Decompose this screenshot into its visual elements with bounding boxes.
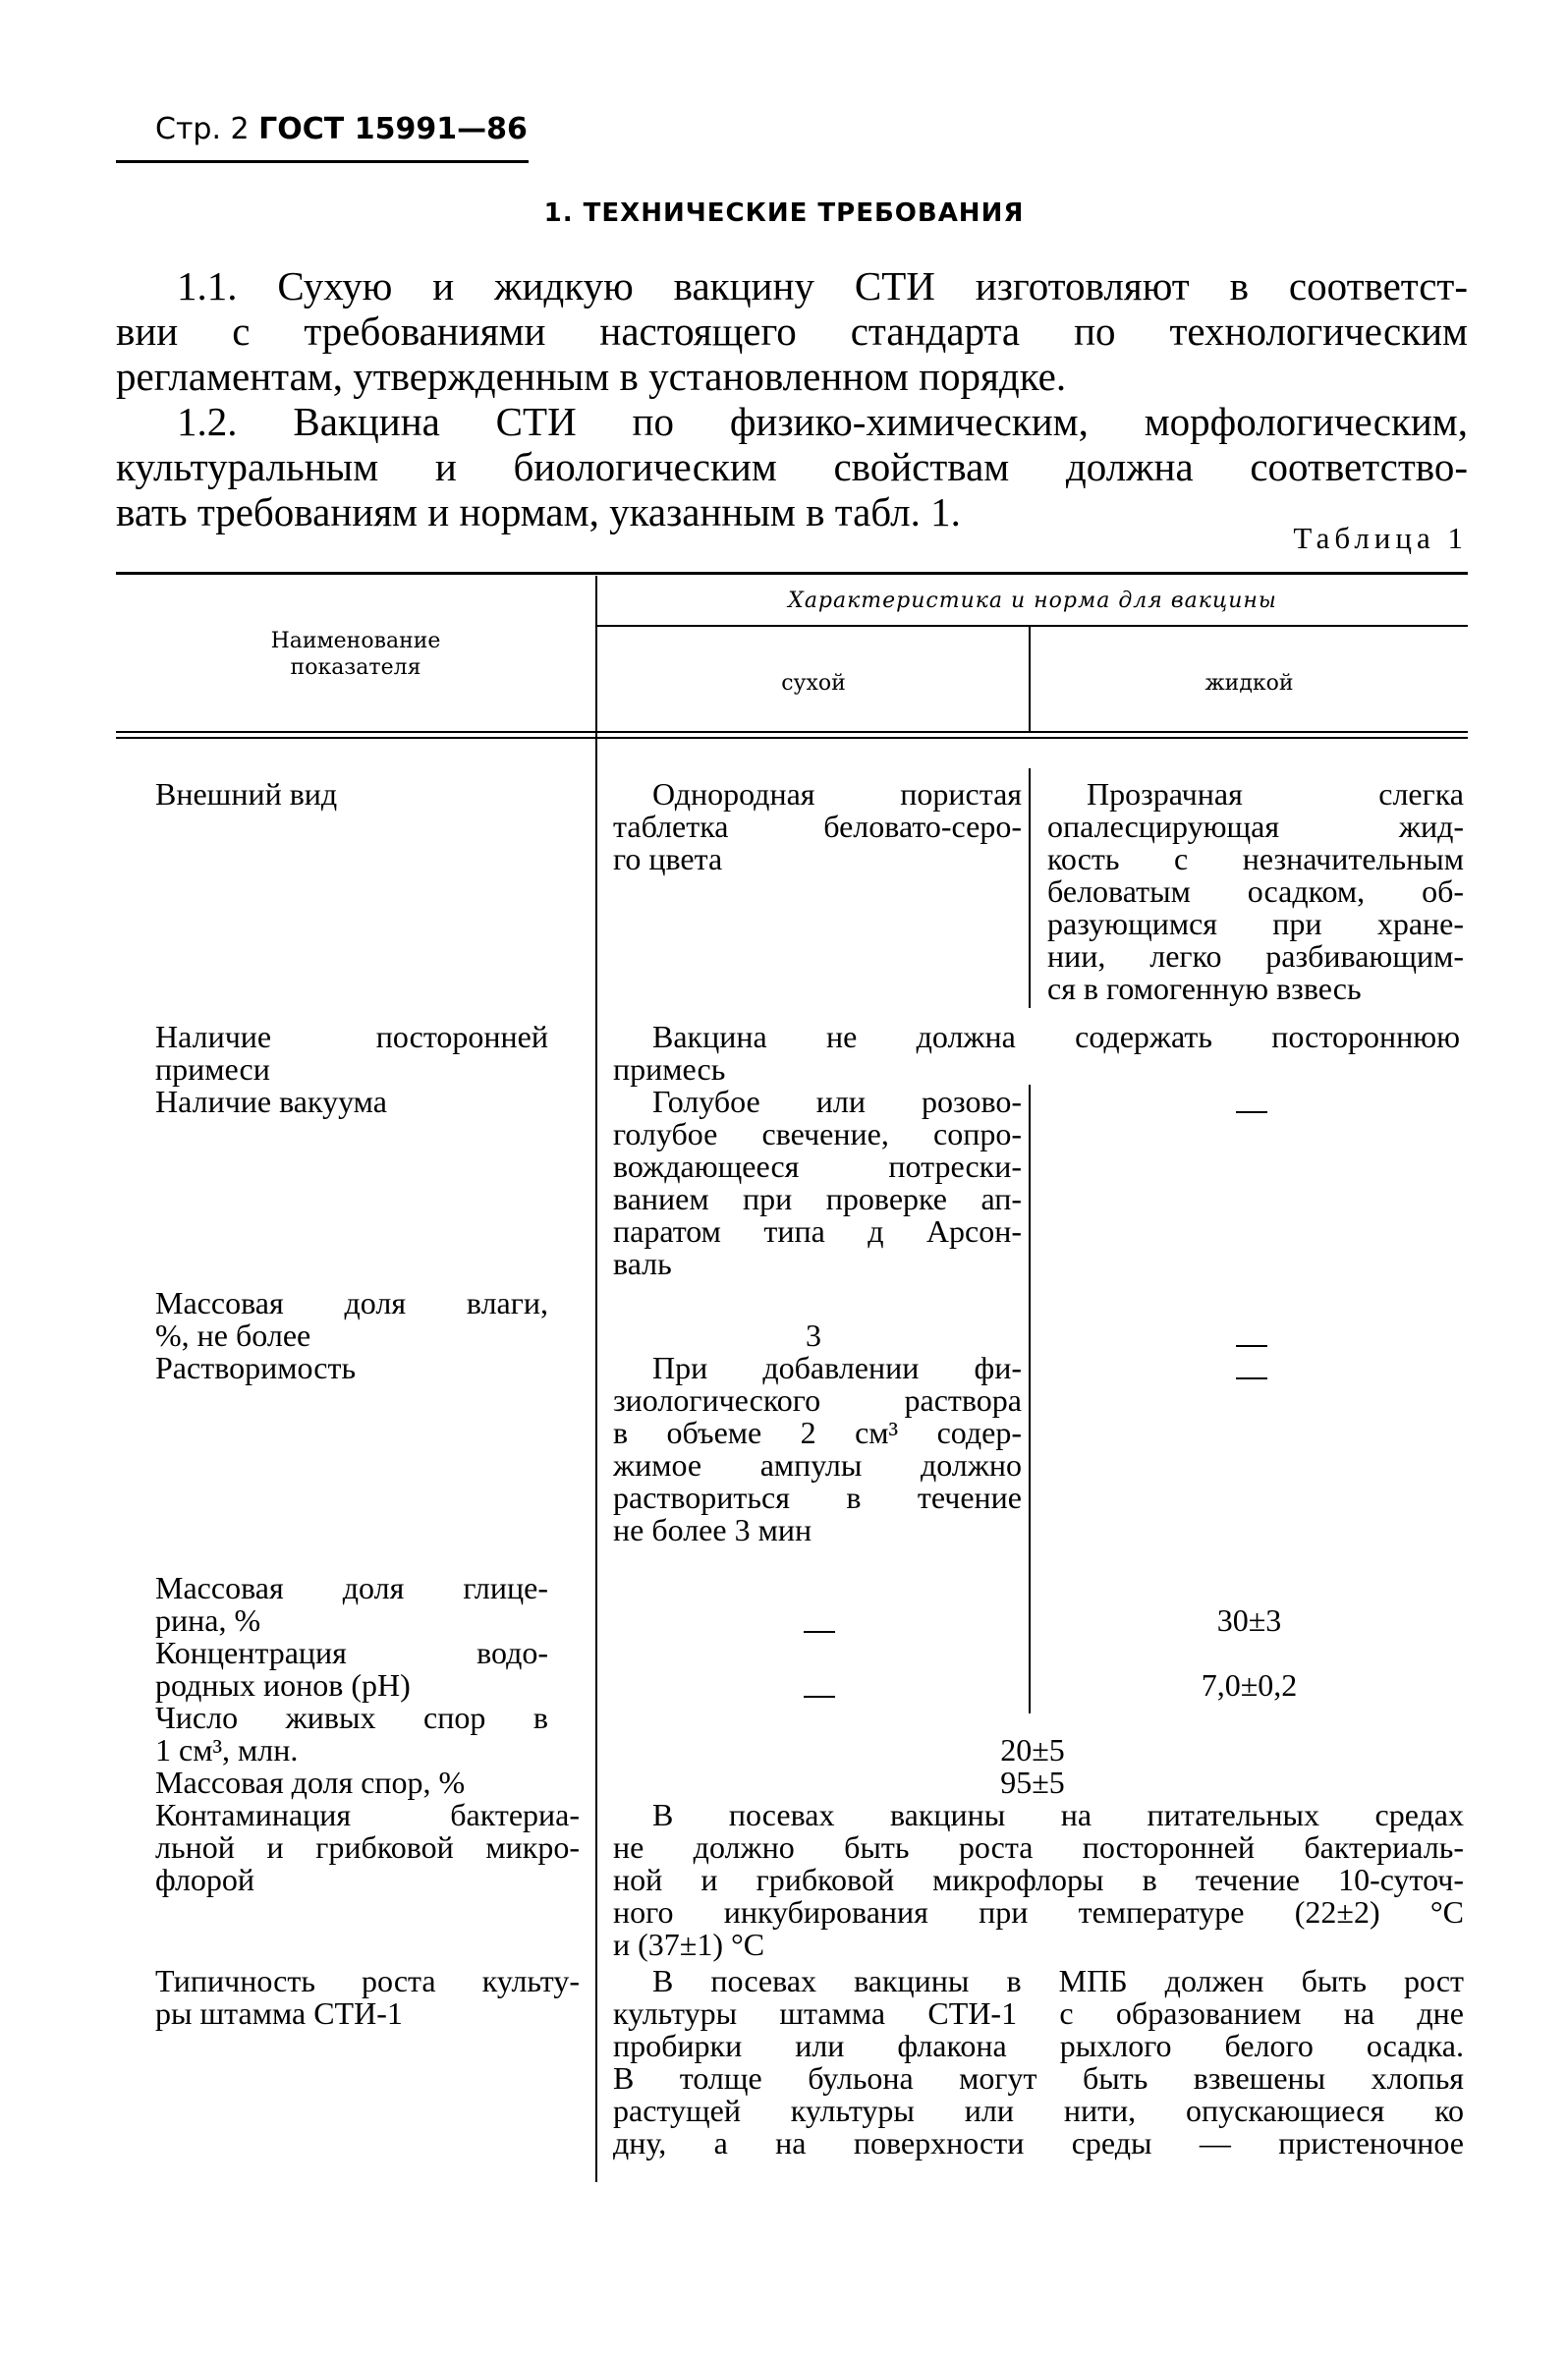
header-liquid: жидкой [1204,671,1294,696]
text-line: 1.2. Вакцина СТИ по физико-химическим, морфологическим, [177,399,1468,444]
cell-growth-both [613,1965,1464,2160]
cell-line: зиологического раствора [613,1382,1022,1418]
header-text: показателя [290,655,421,680]
cell-spores-count-both [597,1734,1468,1767]
section-title: 1. ТЕХНИЧЕСКИЕ ТРЕБОВАНИЯ [543,198,1025,228]
text-line: культуральным и биологическим свойствам должна соответство- [116,444,1468,489]
cell-appearance-dry [613,778,1022,875]
header-bottom-rule [116,737,1468,739]
cell-line: Массовая доля глице- [155,1570,548,1605]
cell-line: таблетка беловато-серо- [613,809,1022,844]
paragraph-1-2 [116,399,1468,534]
cell-vacuum-dry [613,1086,1022,1280]
header-rule [116,160,529,163]
cell-glycerin-liquid [1031,1604,1468,1637]
cell-ph-liquid [1031,1669,1468,1702]
cell-line: беловатым осадком, об- [1047,873,1464,909]
cell-solubility-dry [613,1352,1022,1546]
cell-line: в объеме 2 см³ содер- [613,1415,1022,1450]
cell-line: В посевах вакцины на питательных средах [652,1797,1464,1832]
cell-line: При добавлении фи- [652,1350,1022,1385]
cell-line: ной и грибковой микрофлоры в течение 10-суточ- [613,1862,1464,1897]
cell-line: Наличие посторонней [155,1019,548,1054]
header-dry: сухой [781,671,846,696]
row-name-glycerin [155,1572,548,1637]
cell-line: дну, а на поверхности среды — пристеночное [613,2125,1464,2161]
cell-line: ся в гомогенную взвесь [1047,971,1362,1006]
cell-line: и (37±1) °С [613,1927,765,1962]
cell-line: растущей культуры или нити, опускающиеся ко [613,2093,1464,2128]
cell-line: опалесцирующая жид- [1047,809,1464,844]
cell-line: Массовая доля влаги, [155,1285,548,1320]
cell-line: Растворимость [155,1350,357,1385]
dash-ph-dry [804,1696,835,1698]
cell-appearance-liquid [1047,778,1464,1005]
header-bottom-rule [116,731,1468,733]
cell-line: Концентрация водо- [155,1635,548,1670]
cell-line: родных ионов (pH) [155,1667,411,1703]
cell-line: ного инкубирования при температуре (22±2) °С [613,1894,1464,1930]
cell-line: Однородная пористая [652,776,1022,812]
cell-line: 7,0±0,2 [1201,1667,1298,1703]
cell-line: пробирки или флакона рыхлого белого осадка. [613,2028,1464,2063]
cell-line: 30±3 [1216,1602,1282,1638]
cell-contamination-both [613,1799,1464,1961]
cell-line: не должно быть роста посторонней бактериаль- [613,1829,1464,1865]
header-group: Характеристика и норма для вакцины [788,589,1277,613]
cell-line: 20±5 [1000,1732,1065,1768]
cell-line: го цвета [613,841,723,876]
cell-line: валь [613,1246,672,1281]
row-name-moisture [155,1287,548,1352]
dash-moisture-liquid [1236,1345,1267,1347]
cell-line: Массовая доля спор, % [155,1765,466,1800]
cell-line: Внешний вид [155,776,338,812]
cell-line: Прозрачная слегка [1087,776,1464,812]
row-name-spores-count [155,1702,548,1767]
cell-line: 95±5 [1000,1765,1065,1800]
text-line: вать требованиям и нормам, указанным в табл. 1. [116,489,961,534]
cell-line: примесь [613,1051,726,1087]
cell-line: культуры штамма СТИ-1 с образованием на дне [613,1995,1464,2031]
header-text: Наименование [270,629,441,653]
cell-line: Вакцина не должна содержать постороннюю [652,1019,1460,1054]
row-name-solubility [155,1352,548,1384]
page-header [155,112,528,146]
cell-line: 1 см³, млн. [155,1732,299,1768]
cell-line: раствориться в течение [613,1480,1022,1515]
cell-line: Контаминация бактериа- [155,1797,580,1832]
cell-line: разующимся при хране- [1047,906,1464,941]
cell-line: рина, % [155,1602,261,1638]
row-name-contamination [155,1799,580,1896]
cell-line: кость с незначительным [1047,841,1464,876]
cell-line: Типичность роста культу- [155,1963,580,1998]
paragraph-1-1 [116,263,1468,399]
cell-line: флорой [155,1862,255,1897]
cell-line: паратом типа д Арсон- [613,1213,1022,1249]
cell-line: примеси [155,1051,270,1087]
column-divider [1029,768,1031,1008]
cell-line: Число живых спор в [155,1700,548,1735]
cell-line: Голубое или розово- [652,1084,1022,1119]
cell-line: не более 3 мин [613,1512,812,1547]
cell-line: жимое ампулы должно [613,1447,1022,1483]
column-divider [595,576,597,2182]
text-line: 1.1. Сухую и жидкую вакцину СТИ изготовляют в соответст- [177,263,1468,309]
row-name-impurity [155,1021,548,1086]
row-name-growth [155,1965,580,2030]
dash-vacuum-liquid [1236,1111,1267,1113]
dash-solubility-liquid [1236,1377,1267,1379]
cell-line: В толще бульона могут быть взвешены хлопья [613,2060,1464,2096]
cell-line: %, не более [155,1318,311,1353]
table-caption: Таблица 1 [1293,521,1468,555]
cell-line: Наличие вакуума [155,1084,387,1119]
cell-line: В посевах вакцины в МПБ должен быть рост [652,1963,1464,1998]
table-top-rule [116,572,1468,575]
cell-moisture-dry [597,1319,1030,1352]
text-line: вии с требованиями настоящего стандарта по технологическим [116,309,1468,354]
row-name-spores-share [155,1767,548,1799]
row-name-appearance [155,778,548,811]
cell-line: 3 [806,1318,821,1353]
cell-line: нии, легко разбивающим- [1047,938,1464,974]
cell-line: ры штамма СТИ-1 [155,1995,403,2031]
cell-line: льной и грибковой микро- [155,1829,580,1865]
cell-line: голубое свечение, сопро- [613,1116,1022,1151]
cell-spores-share-both [597,1767,1468,1799]
header-indicator [116,628,595,681]
row-name-vacuum [155,1086,548,1118]
gost-number: ГОСТ 15991—86 [258,112,528,146]
cell-impurity-both [613,1021,1460,1086]
cell-line: ванием при проверке ап- [613,1181,1022,1216]
page-number: Стр. 2 [155,112,250,146]
cell-line: вождающееся потрески- [613,1149,1022,1184]
row-name-ph [155,1637,548,1702]
group-header-rule [595,625,1468,627]
dash-glycerin-dry [804,1631,835,1633]
text-line: регламентам, утвержденным в установленном порядке. [116,354,1067,399]
